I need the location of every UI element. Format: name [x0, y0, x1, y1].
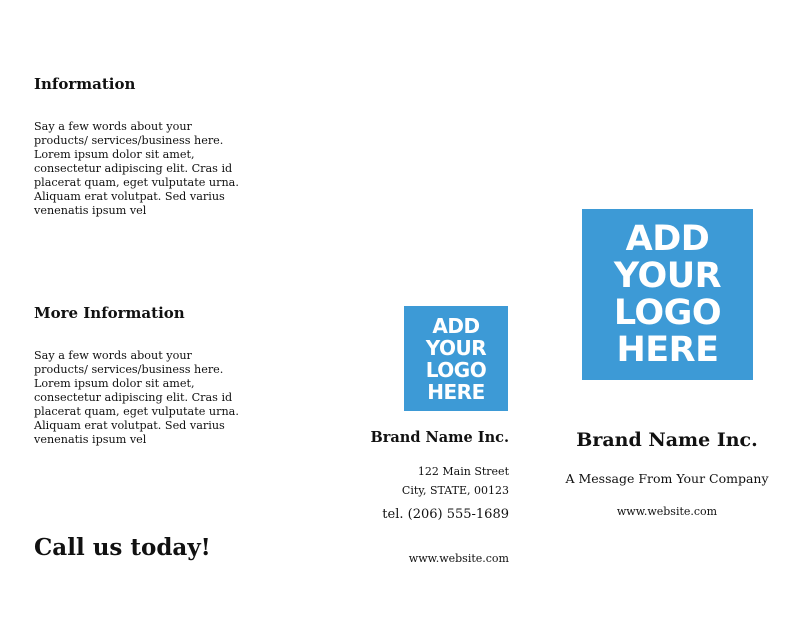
- more-information-paragraph: Say a few words about your products/ services/business here. Lorem ipsum dolor sit amet, consectetur adipiscing elit. Cras id placerat quam, eget vulputate urna. Aliquam erat volutpat. Sed varius venenatis ipsum vel: [34, 349, 239, 446]
- logo-line: ADD: [432, 313, 480, 338]
- call-to-action: Call us today!: [34, 534, 211, 561]
- logo-placeholder-small: [404, 306, 508, 411]
- information-paragraph: Say a few words about your products/ services/business here. Lorem ipsum dolor sit amet, consectetur adipiscing elit. Cras id placerat quam, eget vulputate urna. Aliquam erat volutpat. Sed varius venenatis ipsum vel: [34, 120, 239, 217]
- logo-line: HERE: [427, 379, 485, 404]
- logo-line: LOGO: [425, 357, 487, 382]
- website-middle: www.website.com: [408, 552, 509, 565]
- address-city: City, STATE, 00123: [401, 484, 509, 497]
- phone-number: tel. (206) 555-1689: [382, 507, 509, 522]
- logo-placeholder-large: [582, 209, 753, 380]
- company-message: A Message From Your Company: [565, 471, 769, 486]
- website-right: www.website.com: [616, 505, 718, 518]
- logo-line: LOGO: [613, 292, 722, 333]
- logo-line: ADD: [625, 218, 710, 259]
- information-heading: Information: [34, 75, 136, 93]
- more-information-heading: More Information: [34, 304, 185, 322]
- brand-name-right: Brand Name Inc.: [576, 429, 758, 451]
- logo-line: HERE: [616, 329, 719, 370]
- brand-name-middle: Brand Name Inc.: [370, 429, 509, 446]
- logo-line: YOUR: [613, 255, 722, 296]
- address-street: 122 Main Street: [417, 465, 509, 478]
- logo-line: YOUR: [425, 335, 487, 360]
